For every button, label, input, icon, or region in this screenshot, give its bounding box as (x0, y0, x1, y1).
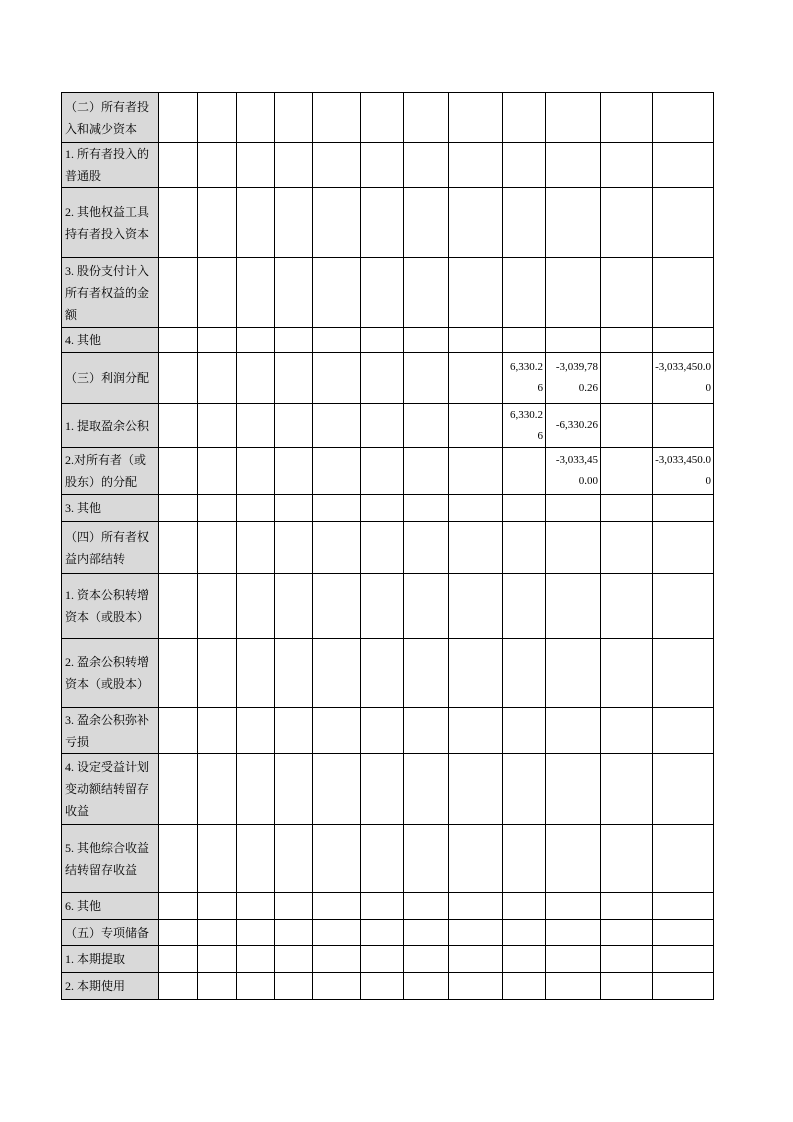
empty-cell (198, 893, 237, 920)
empty-cell (449, 404, 503, 448)
empty-cell (601, 448, 653, 495)
empty-cell (313, 574, 361, 639)
empty-cell (653, 893, 714, 920)
empty-cell (313, 522, 361, 574)
empty-cell (313, 188, 361, 258)
row-label: 2. 盈余公积转增资本（或股本） (62, 639, 159, 708)
empty-cell (546, 495, 601, 522)
empty-cell (198, 754, 237, 825)
empty-cell (601, 93, 653, 143)
empty-cell (198, 708, 237, 754)
empty-cell (546, 188, 601, 258)
row-label: （五）专项储备 (62, 920, 159, 946)
value-cell: 6,330.26 (503, 404, 546, 448)
empty-cell (404, 639, 449, 708)
empty-cell (275, 893, 313, 920)
empty-cell (404, 353, 449, 404)
empty-cell (159, 639, 198, 708)
empty-cell (361, 495, 404, 522)
empty-cell (237, 143, 275, 188)
row-label: 2. 本期使用 (62, 973, 159, 1000)
empty-cell (159, 328, 198, 353)
empty-cell (198, 353, 237, 404)
empty-cell (601, 522, 653, 574)
empty-cell (546, 920, 601, 946)
table-row (62, 920, 714, 946)
table-row (62, 973, 714, 1000)
empty-cell (198, 143, 237, 188)
empty-cell (237, 973, 275, 1000)
empty-cell (449, 328, 503, 353)
row-label: 6. 其他 (62, 893, 159, 920)
empty-cell (361, 258, 404, 328)
empty-cell (361, 328, 404, 353)
empty-cell (237, 404, 275, 448)
empty-cell (313, 639, 361, 708)
empty-cell (503, 188, 546, 258)
empty-cell (546, 574, 601, 639)
empty-cell (237, 639, 275, 708)
empty-cell (237, 188, 275, 258)
empty-cell (653, 973, 714, 1000)
empty-cell (237, 754, 275, 825)
empty-cell (503, 258, 546, 328)
empty-cell (601, 825, 653, 893)
value-cell: -6,330.26 (546, 404, 601, 448)
empty-cell (601, 754, 653, 825)
empty-cell (198, 448, 237, 495)
empty-cell (404, 328, 449, 353)
empty-cell (404, 258, 449, 328)
empty-cell (503, 754, 546, 825)
empty-cell (198, 404, 237, 448)
empty-cell (198, 946, 237, 973)
empty-cell (653, 708, 714, 754)
empty-cell (313, 920, 361, 946)
empty-cell (361, 93, 404, 143)
row-label: 4. 其他 (62, 328, 159, 353)
row-label: 1. 所有者投入的普通股 (62, 143, 159, 188)
empty-cell (361, 522, 404, 574)
empty-cell (546, 328, 601, 353)
empty-cell (313, 448, 361, 495)
empty-cell (198, 920, 237, 946)
table-row (62, 404, 714, 448)
table-row (62, 495, 714, 522)
empty-cell (503, 93, 546, 143)
empty-cell (404, 825, 449, 893)
empty-cell (275, 495, 313, 522)
empty-cell (159, 893, 198, 920)
empty-cell (159, 404, 198, 448)
empty-cell (275, 825, 313, 893)
empty-cell (313, 495, 361, 522)
empty-cell (198, 258, 237, 328)
table-row (62, 93, 714, 143)
empty-cell (601, 495, 653, 522)
empty-cell (159, 920, 198, 946)
empty-cell (313, 258, 361, 328)
empty-cell (503, 708, 546, 754)
empty-cell (601, 574, 653, 639)
empty-cell (237, 920, 275, 946)
empty-cell (546, 143, 601, 188)
empty-cell (653, 825, 714, 893)
empty-cell (198, 522, 237, 574)
row-label: 1. 提取盈余公积 (62, 404, 159, 448)
empty-cell (601, 639, 653, 708)
empty-cell (546, 893, 601, 920)
empty-cell (404, 448, 449, 495)
empty-cell (313, 708, 361, 754)
empty-cell (361, 893, 404, 920)
empty-cell (546, 825, 601, 893)
empty-cell (449, 143, 503, 188)
value-cell: -3,033,450.00 (653, 448, 714, 495)
empty-cell (159, 973, 198, 1000)
table-row (62, 708, 714, 754)
empty-cell (601, 708, 653, 754)
table-row (62, 448, 714, 495)
equity-table-body (62, 93, 714, 1000)
empty-cell (361, 708, 404, 754)
empty-cell (653, 404, 714, 448)
empty-cell (503, 946, 546, 973)
empty-cell (653, 946, 714, 973)
empty-cell (404, 973, 449, 1000)
empty-cell (237, 825, 275, 893)
empty-cell (449, 522, 503, 574)
empty-cell (237, 328, 275, 353)
empty-cell (361, 188, 404, 258)
empty-cell (361, 754, 404, 825)
empty-cell (404, 893, 449, 920)
table-row (62, 893, 714, 920)
empty-cell (503, 574, 546, 639)
empty-cell (503, 973, 546, 1000)
table-row (62, 143, 714, 188)
empty-cell (503, 143, 546, 188)
empty-cell (313, 754, 361, 825)
row-label: 5. 其他综合收益结转留存收益 (62, 825, 159, 893)
empty-cell (237, 946, 275, 973)
table-row (62, 353, 714, 404)
row-label: 1. 本期提取 (62, 946, 159, 973)
empty-cell (653, 639, 714, 708)
empty-cell (313, 93, 361, 143)
empty-cell (159, 143, 198, 188)
empty-cell (449, 754, 503, 825)
value-cell: -3,039,780.26 (546, 353, 601, 404)
empty-cell (159, 495, 198, 522)
empty-cell (449, 448, 503, 495)
empty-cell (546, 946, 601, 973)
empty-cell (601, 353, 653, 404)
empty-cell (404, 574, 449, 639)
empty-cell (237, 574, 275, 639)
empty-cell (361, 143, 404, 188)
table-row (62, 639, 714, 708)
empty-cell (275, 328, 313, 353)
empty-cell (404, 920, 449, 946)
empty-cell (159, 946, 198, 973)
row-label: 4. 设定受益计划变动额结转留存收益 (62, 754, 159, 825)
row-label: （四）所有者权益内部结转 (62, 522, 159, 574)
table-row (62, 328, 714, 353)
empty-cell (275, 143, 313, 188)
empty-cell (653, 574, 714, 639)
empty-cell (275, 920, 313, 946)
empty-cell (198, 639, 237, 708)
empty-cell (404, 708, 449, 754)
empty-cell (313, 946, 361, 973)
empty-cell (503, 920, 546, 946)
empty-cell (275, 639, 313, 708)
empty-cell (275, 754, 313, 825)
empty-cell (546, 639, 601, 708)
empty-cell (449, 574, 503, 639)
table-row (62, 188, 714, 258)
empty-cell (449, 893, 503, 920)
row-label: 1. 资本公积转增资本（或股本） (62, 574, 159, 639)
row-label: （三）利润分配 (62, 353, 159, 404)
empty-cell (601, 920, 653, 946)
value-cell: 6,330.26 (503, 353, 546, 404)
row-label: 2. 其他权益工具持有者投入资本 (62, 188, 159, 258)
empty-cell (159, 93, 198, 143)
empty-cell (159, 258, 198, 328)
empty-cell (653, 522, 714, 574)
empty-cell (313, 973, 361, 1000)
empty-cell (313, 825, 361, 893)
empty-cell (503, 328, 546, 353)
empty-cell (653, 754, 714, 825)
empty-cell (404, 754, 449, 825)
empty-cell (601, 946, 653, 973)
table-row (62, 522, 714, 574)
empty-cell (546, 973, 601, 1000)
empty-cell (275, 946, 313, 973)
empty-cell (653, 328, 714, 353)
row-label: 3. 其他 (62, 495, 159, 522)
empty-cell (159, 574, 198, 639)
owners-equity-change-table (61, 92, 714, 1000)
empty-cell (237, 448, 275, 495)
empty-cell (237, 353, 275, 404)
table-row (62, 754, 714, 825)
empty-cell (198, 574, 237, 639)
empty-cell (601, 404, 653, 448)
empty-cell (653, 920, 714, 946)
empty-cell (361, 404, 404, 448)
empty-cell (449, 973, 503, 1000)
empty-cell (237, 495, 275, 522)
row-label: （二）所有者投入和减少资本 (62, 93, 159, 143)
empty-cell (237, 258, 275, 328)
empty-cell (546, 93, 601, 143)
empty-cell (313, 143, 361, 188)
empty-cell (503, 522, 546, 574)
empty-cell (313, 893, 361, 920)
empty-cell (601, 188, 653, 258)
empty-cell (198, 825, 237, 893)
empty-cell (198, 188, 237, 258)
empty-cell (653, 258, 714, 328)
row-label: 3. 盈余公积弥补亏损 (62, 708, 159, 754)
empty-cell (546, 708, 601, 754)
empty-cell (653, 93, 714, 143)
row-label: 2.对所有者（或股东）的分配 (62, 448, 159, 495)
empty-cell (653, 495, 714, 522)
empty-cell (361, 973, 404, 1000)
empty-cell (546, 522, 601, 574)
empty-cell (198, 93, 237, 143)
empty-cell (275, 522, 313, 574)
empty-cell (503, 639, 546, 708)
empty-cell (546, 258, 601, 328)
empty-cell (361, 448, 404, 495)
empty-cell (275, 404, 313, 448)
empty-cell (159, 448, 198, 495)
empty-cell (237, 93, 275, 143)
empty-cell (361, 639, 404, 708)
empty-cell (404, 404, 449, 448)
empty-cell (653, 188, 714, 258)
empty-cell (275, 258, 313, 328)
row-label: 3. 股份支付计入所有者权益的金额 (62, 258, 159, 328)
empty-cell (275, 188, 313, 258)
empty-cell (198, 973, 237, 1000)
empty-cell (361, 574, 404, 639)
empty-cell (449, 825, 503, 893)
empty-cell (275, 93, 313, 143)
empty-cell (159, 825, 198, 893)
empty-cell (159, 522, 198, 574)
table-row (62, 574, 714, 639)
empty-cell (601, 258, 653, 328)
empty-cell (198, 495, 237, 522)
table-row (62, 258, 714, 328)
empty-cell (404, 522, 449, 574)
empty-cell (449, 708, 503, 754)
empty-cell (449, 353, 503, 404)
empty-cell (198, 328, 237, 353)
empty-cell (275, 574, 313, 639)
empty-cell (449, 258, 503, 328)
empty-cell (601, 143, 653, 188)
empty-cell (503, 893, 546, 920)
empty-cell (361, 946, 404, 973)
empty-cell (361, 920, 404, 946)
empty-cell (449, 946, 503, 973)
empty-cell (313, 328, 361, 353)
empty-cell (159, 708, 198, 754)
table-row (62, 946, 714, 973)
empty-cell (503, 495, 546, 522)
empty-cell (275, 708, 313, 754)
empty-cell (601, 893, 653, 920)
empty-cell (159, 353, 198, 404)
empty-cell (404, 495, 449, 522)
empty-cell (601, 973, 653, 1000)
empty-cell (404, 93, 449, 143)
empty-cell (275, 448, 313, 495)
empty-cell (237, 522, 275, 574)
table-row (62, 825, 714, 893)
empty-cell (404, 188, 449, 258)
empty-cell (313, 353, 361, 404)
empty-cell (404, 143, 449, 188)
empty-cell (546, 754, 601, 825)
empty-cell (159, 754, 198, 825)
empty-cell (449, 188, 503, 258)
empty-cell (449, 639, 503, 708)
value-cell: -3,033,450.00 (546, 448, 601, 495)
empty-cell (159, 188, 198, 258)
empty-cell (404, 946, 449, 973)
empty-cell (503, 448, 546, 495)
empty-cell (449, 93, 503, 143)
empty-cell (653, 143, 714, 188)
empty-cell (449, 495, 503, 522)
empty-cell (361, 825, 404, 893)
empty-cell (361, 353, 404, 404)
empty-cell (313, 404, 361, 448)
empty-cell (275, 973, 313, 1000)
empty-cell (237, 708, 275, 754)
empty-cell (449, 920, 503, 946)
value-cell: -3,033,450.00 (653, 353, 714, 404)
empty-cell (503, 825, 546, 893)
empty-cell (237, 893, 275, 920)
empty-cell (275, 353, 313, 404)
empty-cell (601, 328, 653, 353)
